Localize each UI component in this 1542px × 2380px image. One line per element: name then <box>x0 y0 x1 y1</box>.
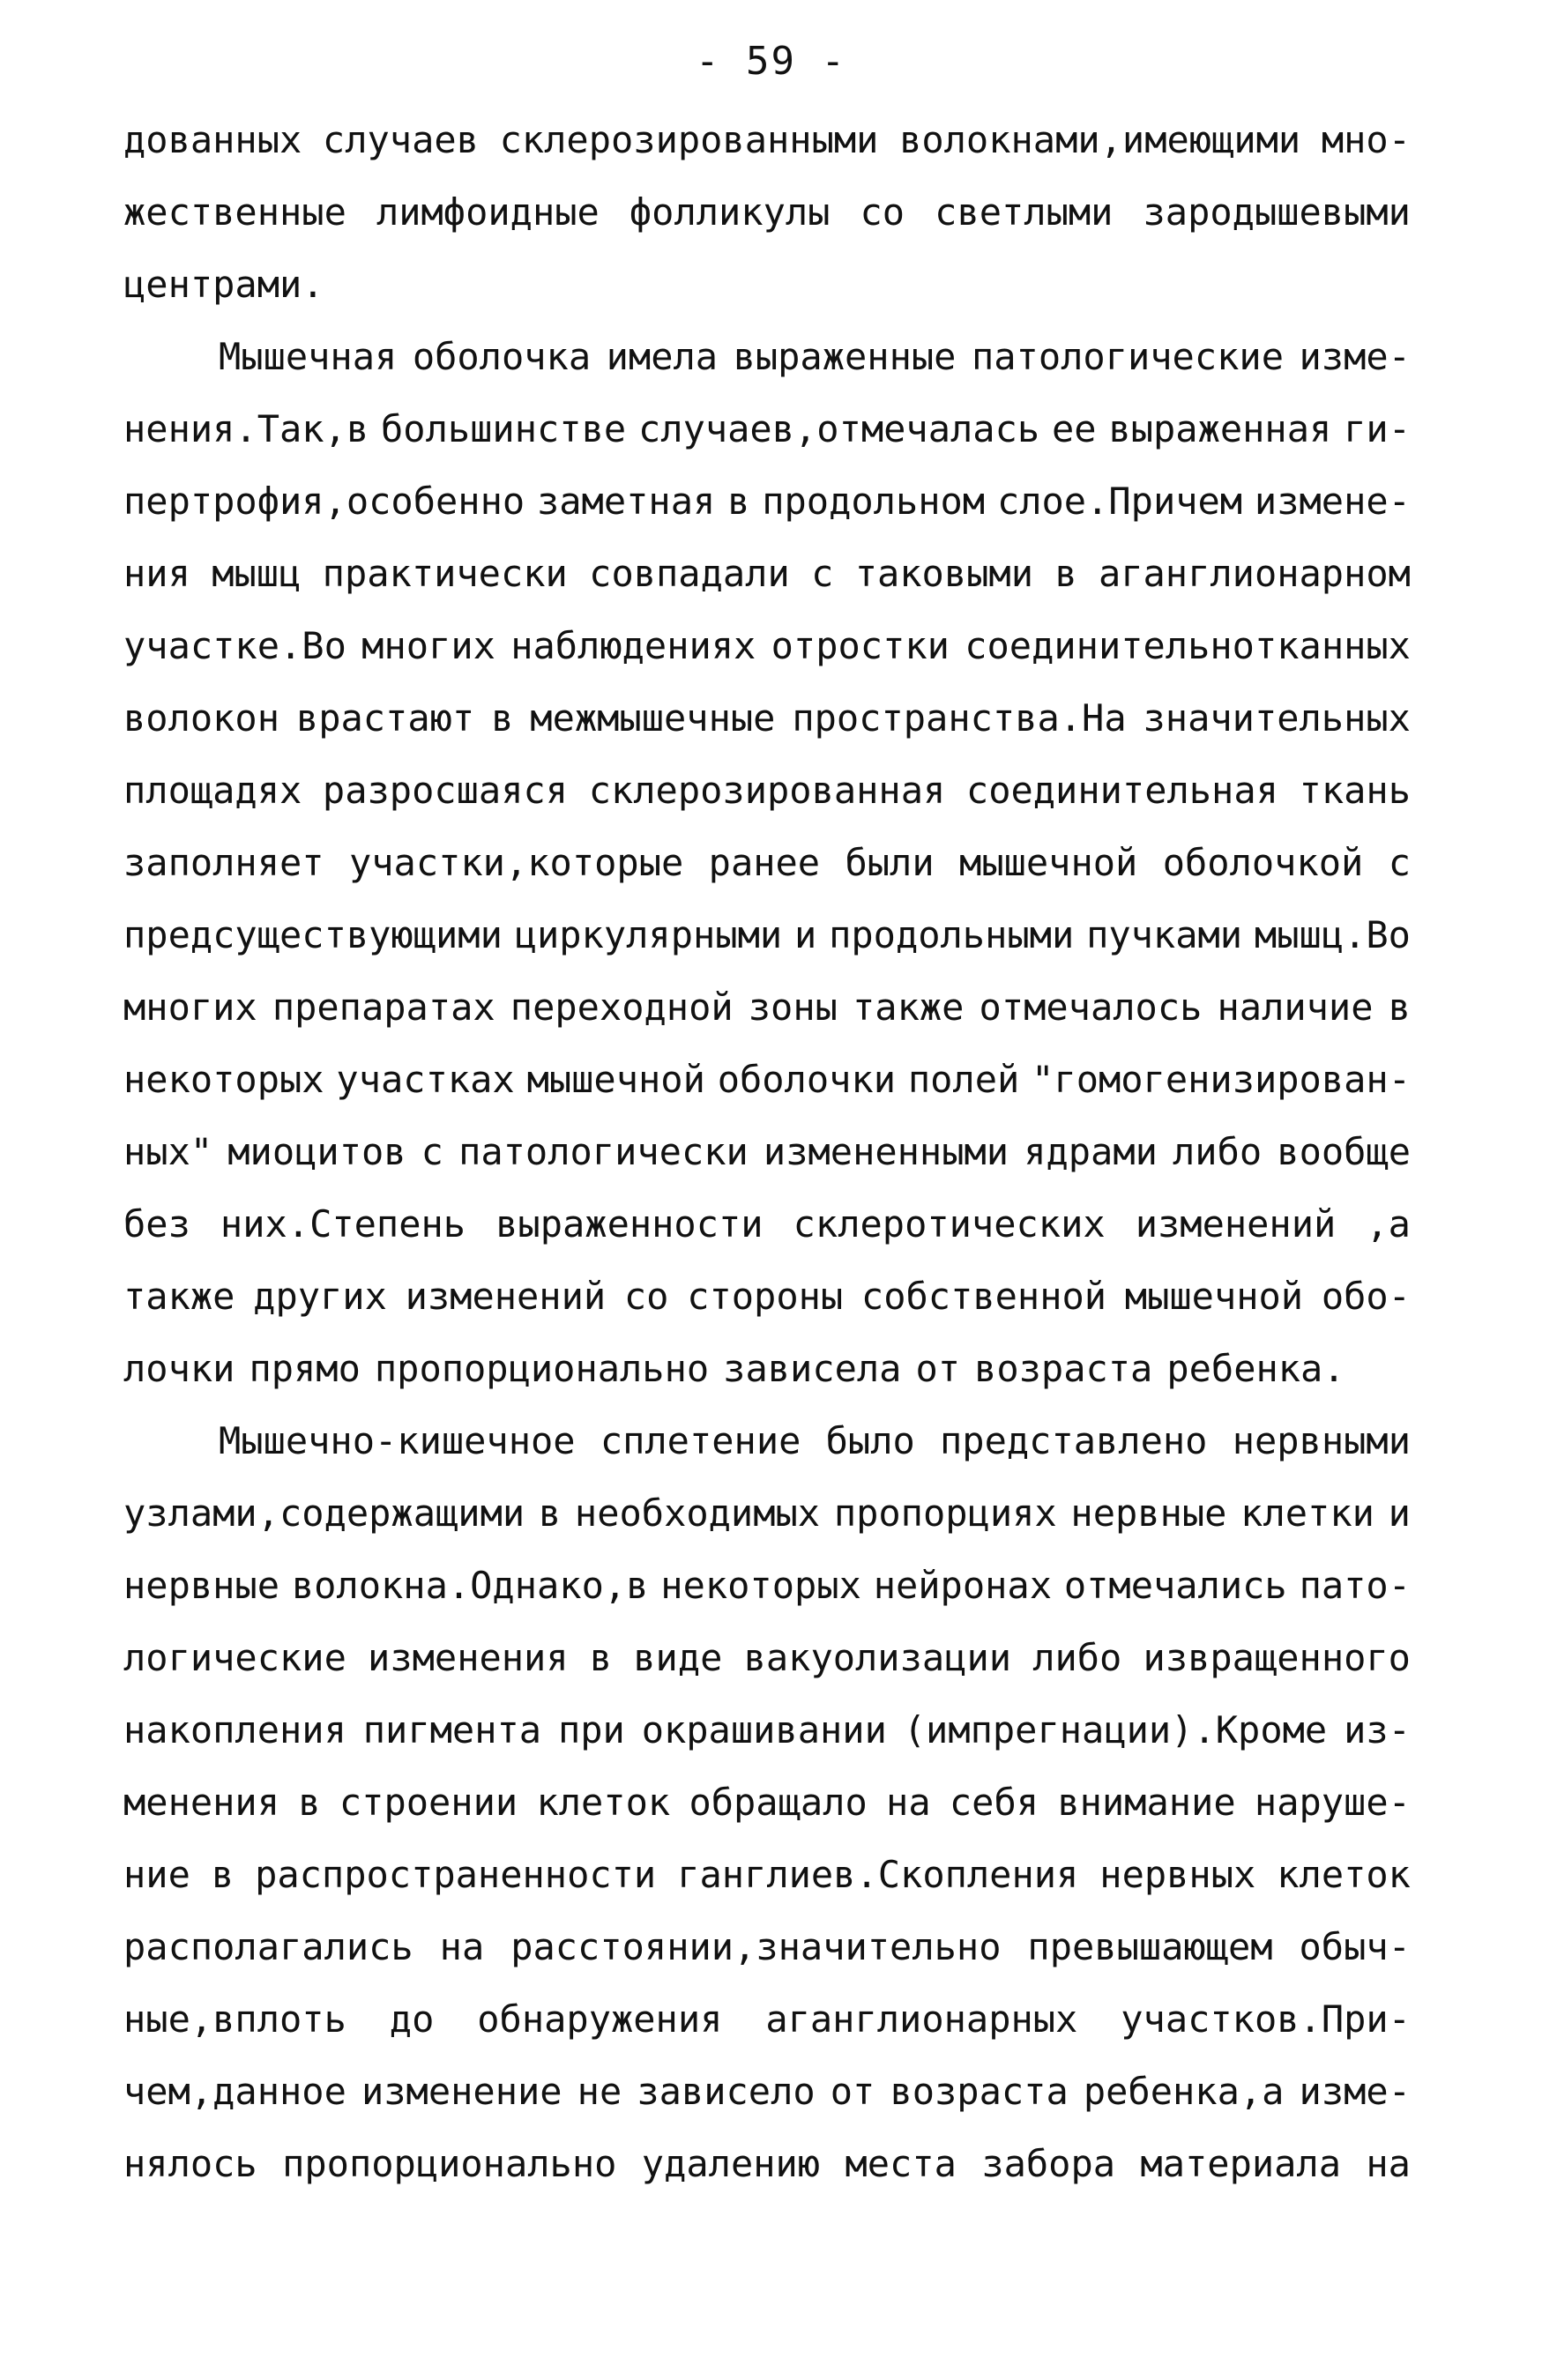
text-line: менения в строении клеток обращало на себя внимание наруше- <box>123 1781 1411 1824</box>
text-line: нения.Так,в большинстве случаев,отмечалась ее выраженная ги- <box>123 407 1411 450</box>
text-line: чем,данное изменение не зависело от возраста ребенка,а изме- <box>123 2070 1411 2113</box>
text-line: жественные лимфоидные фолликулы со светлыми зародышевыми <box>123 190 1411 234</box>
text-line: Мышечная оболочка имела выраженные патологические изме- <box>219 335 1411 378</box>
text-line: располагались на расстоянии,значительно превышающем обыч- <box>123 1925 1411 1968</box>
text-line: нялось пропорционально удалению места забора материала на <box>123 2142 1411 2185</box>
text-line: нервные волокна.Однако,в некоторых нейронах отмечались пато- <box>123 1564 1411 1607</box>
text-line: узлами,содержащими в необходимых пропорциях нервные клетки и <box>123 1491 1411 1535</box>
text-line: пертрофия,особенно заметная в продольном слое.Причем измене- <box>123 480 1411 523</box>
text-line: волокон врастают в межмышечные пространства.На значительных <box>123 696 1411 740</box>
text-line: многих препаратах переходной зоны также отмечалось наличие в <box>123 985 1411 1029</box>
text-line: также других изменений со стороны собственной мышечной обо- <box>123 1275 1411 1318</box>
text-line: предсуществующими циркулярными и продольными пучками мышц.Во <box>123 913 1411 956</box>
text-line: участке.Во многих наблюдениях отростки соединительнотканных <box>123 624 1411 667</box>
text-line: некоторых участках мышечной оболочки полей "гомогенизирован- <box>123 1058 1411 1101</box>
page-number: - 59 - <box>696 39 846 84</box>
text-line: центрами. <box>123 263 324 306</box>
text-line: площадях разросшаяся склерозированная соединительная ткань <box>123 769 1411 812</box>
text-line: лочки прямо пропорционально зависела от возраста ребенка. <box>123 1347 1345 1390</box>
text-line: дованных случаев склерозированными волокнами,имеющими мно- <box>123 118 1411 161</box>
text-line: ния мышц практически совпадали с таковыми в аганглионарном <box>123 552 1411 595</box>
text-line: накопления пигмента при окрашивании (импрегнации).Кроме из- <box>123 1708 1411 1752</box>
text-line: ние в распространенности ганглиев.Скопления нервных клеток <box>123 1853 1411 1896</box>
body-text <box>123 104 1411 2200</box>
text-line: ные,вплоть до обнаружения аганглионарных участков.При- <box>123 1997 1411 2041</box>
text-line: заполняет участки,которые ранее были мышечной оболочкой с <box>123 841 1411 884</box>
text-line: логические изменения в виде вакуолизации либо извращенного <box>123 1636 1411 1679</box>
text-line: Мышечно-кишечное сплетение было представлено нервными <box>219 1419 1411 1462</box>
text-line: ных" миоцитов с патологически измененными ядрами либо вообще <box>123 1130 1411 1173</box>
text-line: без них.Степень выраженности склеротических изменений ,а <box>123 1202 1411 1246</box>
